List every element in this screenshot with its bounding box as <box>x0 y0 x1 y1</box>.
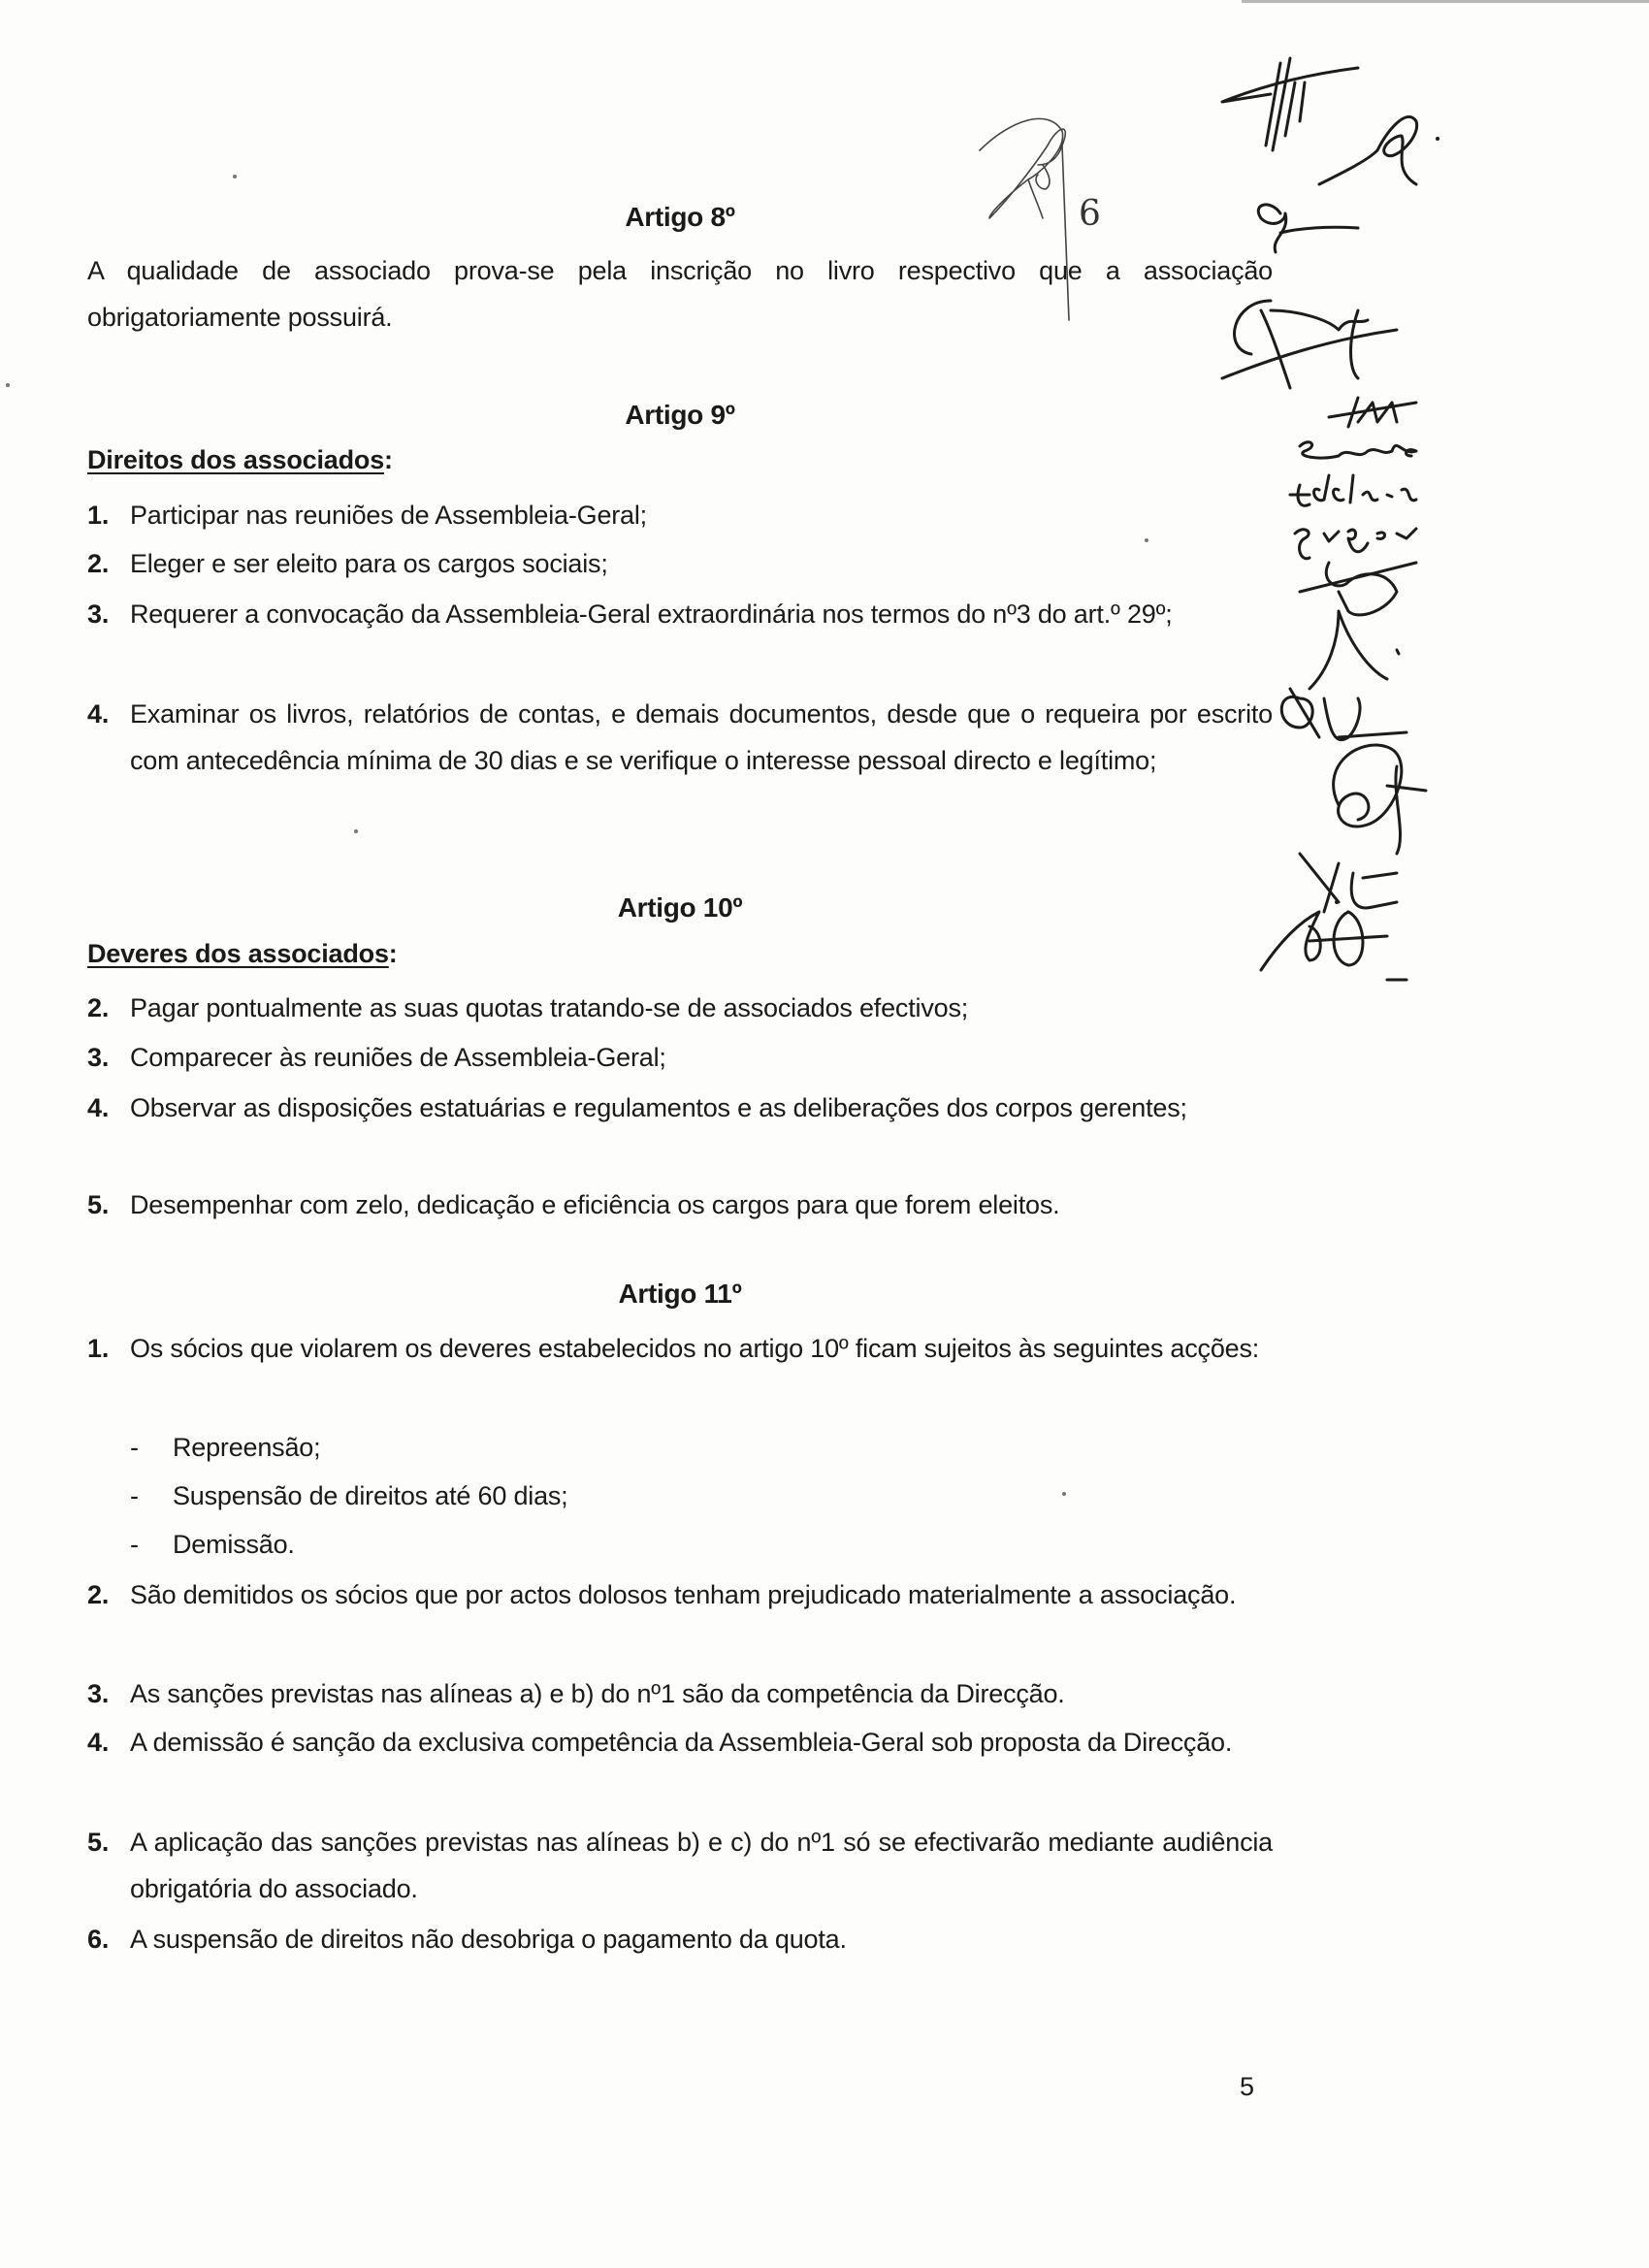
item-number: 2. <box>87 993 110 1022</box>
item-number: 5. <box>87 1828 110 1857</box>
item-number: 4. <box>87 699 110 729</box>
signature-3 <box>1251 194 1368 272</box>
sanction-type <box>130 1521 295 1568</box>
dash-bullet: - <box>130 1481 139 1510</box>
duties-item <box>87 1182 1273 1228</box>
item-number: 2. <box>87 549 110 578</box>
signature-9 <box>1300 728 1436 863</box>
signature-labels <box>1455 1067 1630 1080</box>
item-number: 4. <box>87 1093 110 1122</box>
item-number: 3. <box>87 1679 110 1708</box>
item-text: A demissão é sanção da exclusiva competência da Assembleia-Geral sob proposta da Direcção. <box>130 1728 1233 1757</box>
item-text: Observar as disposições estatuárias e regulamentos e as deliberações dos corpos gerentes; <box>130 1093 1187 1122</box>
rights-item <box>87 691 1273 784</box>
scan-speck <box>233 175 237 178</box>
scan-speck <box>354 829 358 833</box>
item-text: A aplicação das sanções previstas nas alíneas b) e c) do nº1 só se efectivarão mediante audiência obrigatória do associado. <box>130 1828 1273 1903</box>
item-number: 2. <box>87 1580 110 1609</box>
item-text: Eleger e ser eleito para os cargos sociais; <box>130 549 608 578</box>
handwritten-folio-number: 6 <box>1079 194 1101 234</box>
item-text: A suspensão de direitos não desobriga o pagamento da quota. <box>130 1925 847 1954</box>
scan-speck <box>1145 538 1148 542</box>
dash-bullet: - <box>130 1530 139 1559</box>
sanctions-item <box>87 1819 1273 1912</box>
sanction-text: Demissão. <box>173 1530 295 1559</box>
duties-item <box>87 1034 1273 1081</box>
sanction-type <box>130 1424 320 1471</box>
item-text: Examinar os livros, relatórios de contas, e demais documentos, desde que o requeira por escrito com antecedência mínima de 30 dias e se verifique o interesse pessoal directo e legítimo; <box>130 699 1273 775</box>
sanction-type <box>130 1473 567 1519</box>
article-8-title: Artigo 8º <box>625 202 735 232</box>
article-10-title: Artigo 10º <box>617 892 743 923</box>
rights-item <box>87 591 1273 637</box>
rights-heading-colon: : <box>384 445 393 474</box>
signature-emilia-idalecia-gregorio <box>1280 427 1436 572</box>
dash-bullet: - <box>130 1433 139 1462</box>
rights-heading <box>87 445 393 475</box>
item-number: 1. <box>87 1334 110 1363</box>
sanction-text: Repreensão; <box>173 1433 321 1462</box>
rights-heading-text: Direitos dos associados <box>87 445 385 474</box>
sanctions-item <box>87 1325 1273 1372</box>
item-text: São demitidos os sócios que por actos dolosos tenham prejudicado materialmente a associação. <box>130 1580 1237 1609</box>
duties-heading-text: Deveres dos associados <box>87 939 389 968</box>
item-text: Comparecer às reuniões de Assembleia-Geral; <box>130 1043 666 1072</box>
sanctions-item <box>87 1719 1273 1766</box>
duties-item <box>87 1085 1273 1131</box>
item-number: 4. <box>87 1728 110 1757</box>
page-number: 5 <box>1240 2072 1255 2101</box>
item-text: Requerer a convocação da Assembleia-Geral extraordinária nos termos do nº3 do art.º 29º; <box>130 599 1173 629</box>
item-text: Pagar pontualmente as suas quotas tratando-se de associados efectivos; <box>130 993 969 1022</box>
item-number: 6. <box>87 1925 110 1954</box>
rights-item <box>87 492 1273 538</box>
item-text: Desempenhar com zelo, dedicação e eficiência os cargos para que forem eleitos. <box>130 1190 1060 1219</box>
sanctions-item <box>87 1571 1273 1618</box>
sanctions-item <box>87 1670 1273 1717</box>
item-text: Os sócios que violarem os deveres estabelecidos no artigo 10º ficam sujeitos às seguintes acções: <box>130 1334 1260 1363</box>
item-number: 3. <box>87 1043 110 1072</box>
duties-item <box>87 985 1273 1031</box>
scan-speck <box>1062 1492 1066 1496</box>
article-9-title: Artigo 9º <box>625 400 735 430</box>
item-text: As sanções previstas nas alíneas a) e b) do nº1 são da competência da Direcção. <box>130 1679 1065 1708</box>
signature-initials-2 <box>1310 102 1445 199</box>
item-number: 1. <box>87 501 110 530</box>
scan-speck <box>6 383 10 387</box>
duties-heading <box>87 939 398 969</box>
article-8-text: A qualidade de associado prova-se pela inscrição no livro respectivo que a associação obrigatoriamente possuirá. <box>87 256 1273 332</box>
item-number: 3. <box>87 599 110 629</box>
signature-4 <box>1212 272 1406 407</box>
sanctions-item <box>87 1916 1273 1962</box>
item-text: Participar nas reuniões de Assembleia-Geral; <box>130 501 647 530</box>
article-11-title: Artigo 11º <box>618 1279 742 1309</box>
item-number: 5. <box>87 1190 110 1219</box>
article-8-body <box>87 247 1273 340</box>
duties-heading-colon: : <box>388 939 398 968</box>
scan-page-edge <box>1242 0 1649 3</box>
sanction-text: Suspensão de direitos até 60 dias; <box>173 1481 568 1510</box>
signature-11 <box>1251 892 1416 989</box>
rights-item <box>87 540 1273 587</box>
signature-name-label: Emília Idalécia Gregório <box>1455 1067 1569 1079</box>
